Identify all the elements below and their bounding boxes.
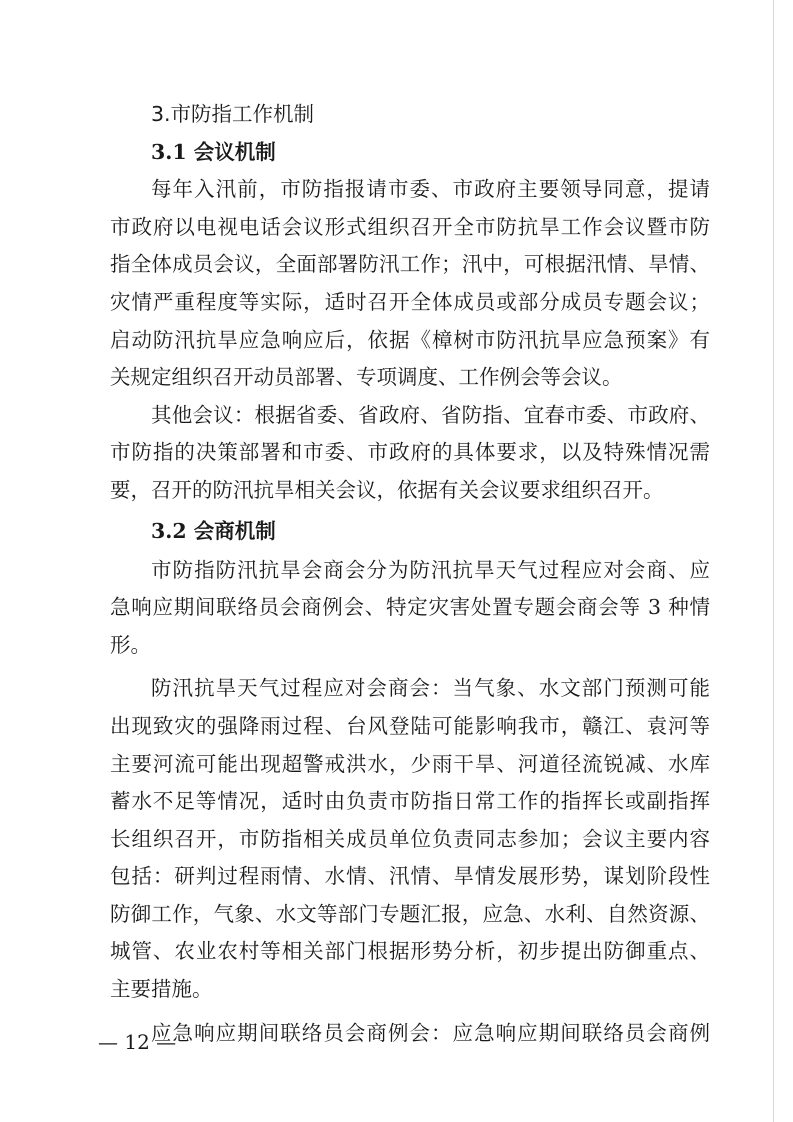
text-line: 防汛抗旱天气过程应对会商会：当气象、水文部门预测可能: [151, 676, 710, 701]
heading-3-2: 3.2 会商机制: [151, 518, 276, 543]
text-line: 主要措施。: [110, 977, 213, 1002]
text-line: 指全体成员会议，全面部署防汛工作；汛中，可根据汛情、旱情、: [110, 252, 710, 277]
text-line: 市防指防汛抗旱会商会分为防汛抗旱天气过程应对会商、应: [151, 557, 710, 582]
paragraph-3-1-meetings: [110, 171, 710, 397]
text-line: 灾情严重程度等实际，适时召开全体成员或部分成员专题会议；: [110, 289, 710, 314]
text-line: 要，召开的防汛抗旱相关会议，依据有关会议要求组织召开。: [110, 477, 664, 502]
text-line: 防御工作，气象、水文等部门专题汇报，应急、水利、自然资源、: [110, 901, 710, 926]
paragraph-3-1-other-meetings: [110, 397, 710, 510]
text-line: 城管、农业农村等相关部门根据形势分析，初步提出防御重点、: [110, 939, 710, 964]
text-line: 出现致灾的强降雨过程、台风登陆可能影响我市，赣江、袁河等: [110, 713, 710, 738]
paragraph-3-2-weather-consultation: [110, 670, 710, 1008]
text-line: 急响应期间联络员会商例会、特定灾害处置专题会商会等 3 种情: [110, 595, 710, 620]
heading-3: 3.市防指工作机制: [151, 102, 315, 126]
paragraph-3-2-consultation-types: [110, 552, 710, 665]
text-line: 启动防汛抗旱应急响应后，依据《樟树市防汛抗旱应急预案》有: [110, 327, 710, 352]
page-number: — 12 —: [98, 1030, 177, 1054]
text-line: 市防指的决策部署和市委、市政府的具体要求，以及特殊情况需: [110, 440, 710, 465]
text-line: 长组织召开，市防指相关成员单位负责同志参加；会议主要内容: [110, 826, 710, 851]
scan-edge-line: [773, 0, 774, 1122]
heading-3-1: 3.1 会议机制: [151, 139, 276, 164]
text-line: 应急响应期间联络员会商例会：应急响应期间联络员会商例: [151, 1020, 710, 1045]
text-line: 蓄水不足等情况，适时由负责市防指日常工作的指挥长或副指挥: [110, 789, 710, 814]
document-body: [110, 96, 710, 1052]
text-line: 每年入汛前，市防指报请市委、市政府主要领导同意，提请: [151, 177, 710, 202]
text-line: 市政府以电视电话会议形式组织召开全市防抗旱工作会议暨市防: [110, 214, 710, 239]
text-line: 其他会议：根据省委、省政府、省防指、宜春市委、市政府、: [151, 402, 710, 427]
paragraph-3-2-liaison-meeting: [110, 1015, 710, 1053]
text-line: 关规定组织召开动员部署、专项调度、工作例会等会议。: [110, 365, 623, 390]
text-line: 主要河流可能出现超警戒洪水，少雨干旱、河道径流锐减、水库: [110, 751, 710, 776]
text-line: 形。: [110, 632, 151, 657]
text-line: 包括：研判过程雨情、水情、汛情、旱情发展形势，谋划阶段性: [110, 864, 710, 889]
